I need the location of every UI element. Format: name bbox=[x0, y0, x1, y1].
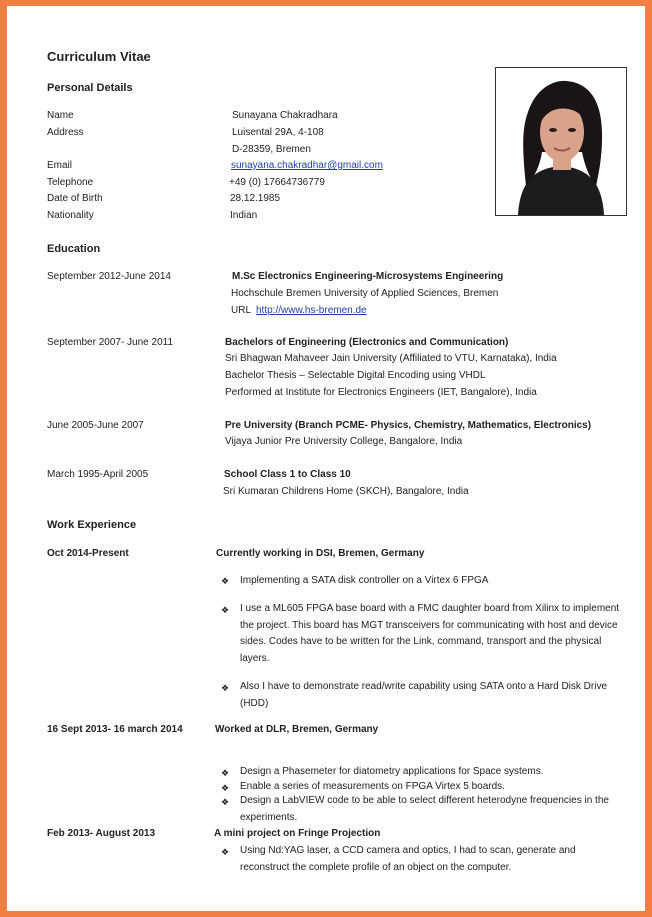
bullet-icon: ❖ bbox=[221, 797, 230, 807]
edu-line: Bachelor Thesis – Selectable Digital Encoding using VHDL bbox=[225, 370, 486, 381]
value-dob: 28.12.1985 bbox=[230, 193, 281, 204]
job-title: A mini project on Fringe Projection bbox=[214, 828, 381, 839]
edu-line: Vijaya Junior Pre University College, Bangalore, India bbox=[225, 436, 463, 447]
job-bullet: I use a ML605 FPGA base board with a FMC daughter board from Xilinx to implement the project. This board has MGT transceivers for communicating with host and device sides. Codes have to be written for the Link, command, transport and the physical layers. bbox=[240, 603, 620, 664]
edu-url-label: URL bbox=[231, 305, 252, 316]
edu-title: Bachelors of Engineering (Electronics and Communication) bbox=[225, 337, 509, 348]
email-link[interactable]: sunayana.chakradhar@gmail.com bbox=[231, 160, 383, 171]
label-dob: Date of Birth bbox=[47, 193, 103, 204]
label-nationality: Nationality bbox=[47, 210, 94, 221]
bullet-icon: ❖ bbox=[221, 783, 230, 793]
university-url-link[interactable]: http://www.hs-bremen.de bbox=[256, 305, 367, 316]
value-telephone: +49 (0) 17664736779 bbox=[229, 177, 325, 188]
page-title: Curriculum Vitae bbox=[47, 49, 151, 64]
bullet-icon: ❖ bbox=[221, 683, 230, 693]
label-email: Email bbox=[47, 160, 73, 171]
job-bullet: Implementing a SATA disk controller on a Virtex 6 FPGA bbox=[240, 575, 489, 586]
education-heading: Education bbox=[47, 243, 101, 255]
job-bullet: Using Nd:YAG laser, a CCD camera and optics, I had to scan, generate and reconstruct the complete profile of an object on the computer. bbox=[240, 845, 576, 873]
edu-line: Sri Kumaran Childrens Home (SKCH), Bangalore, India bbox=[223, 486, 469, 497]
personal-heading: Personal Details bbox=[47, 82, 133, 94]
job-bullet: Design a LabVIEW code to be able to select different heterodyne frequencies in the experiments. bbox=[240, 795, 609, 823]
job-title: Worked at DLR, Bremen, Germany bbox=[215, 724, 379, 735]
edu-line: Sri Bhagwan Mahaveer Jain University (Affiliated to VTU, Karnataka), India bbox=[225, 353, 557, 364]
bullet-icon: ❖ bbox=[221, 768, 230, 778]
edu-date: September 2012-June 2014 bbox=[47, 271, 171, 282]
bullet-icon: ❖ bbox=[221, 605, 230, 615]
label-telephone: Telephone bbox=[47, 177, 94, 188]
job-bullet: Enable a series of measurements on FPGA Virtex 5 boards. bbox=[240, 781, 505, 792]
profile-photo bbox=[495, 67, 627, 216]
job-date: Oct 2014-Present bbox=[47, 548, 129, 559]
job-title: Currently working in DSI, Bremen, Germany bbox=[216, 548, 425, 559]
value-nationality: Indian bbox=[230, 210, 258, 221]
label-name: Name bbox=[47, 110, 74, 121]
edu-title: Pre University (Branch PCME- Physics, Chemistry, Mathematics, Electronics) bbox=[225, 420, 592, 431]
work-heading: Work Experience bbox=[47, 519, 137, 531]
value-address-line2: D-28359, Bremen bbox=[232, 144, 311, 155]
edu-date: September 2007- June 2011 bbox=[47, 337, 174, 348]
cv-page bbox=[7, 6, 645, 911]
value-address-line1: Luisental 29A, 4-108 bbox=[232, 127, 324, 138]
label-address: Address bbox=[47, 127, 84, 138]
job-bullet: Design a Phasemeter for diatometry applications for Space systems. bbox=[240, 766, 544, 777]
edu-line: Hochschule Bremen University of Applied Sciences, Bremen bbox=[231, 288, 499, 299]
edu-line: Performed at Institute for Electronics Engineers (IET, Bangalore), India bbox=[225, 387, 537, 398]
edu-date: March 1995-April 2005 bbox=[47, 469, 149, 480]
job-date: 16 Sept 2013- 16 march 2014 bbox=[47, 724, 183, 735]
edu-date: June 2005-June 2007 bbox=[47, 420, 144, 431]
bullet-icon: ❖ bbox=[221, 576, 230, 586]
portrait-image bbox=[496, 68, 626, 215]
value-name: Sunayana Chakradhara bbox=[232, 110, 338, 121]
job-bullet: Also I have to demonstrate read/write capability using SATA onto a Hard Disk Drive (HDD) bbox=[240, 681, 608, 709]
job-date: Feb 2013- August 2013 bbox=[47, 828, 156, 839]
bullet-icon: ❖ bbox=[221, 847, 230, 857]
edu-title: School Class 1 to Class 10 bbox=[224, 469, 351, 480]
edu-title: M.Sc Electronics Engineering-Microsystems Engineering bbox=[232, 271, 504, 282]
